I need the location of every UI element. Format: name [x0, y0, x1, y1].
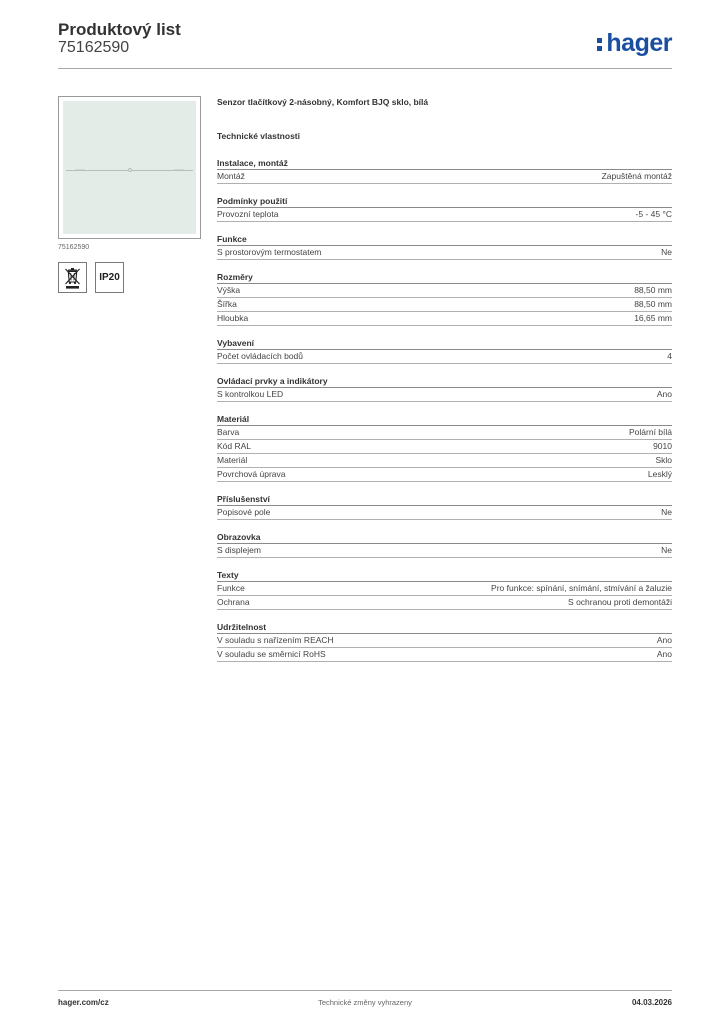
logo-dots-icon: [597, 32, 605, 54]
weee-badge: [58, 262, 87, 293]
spec-row: [217, 246, 672, 260]
spec-label: S kontrolkou LED: [217, 389, 284, 399]
footer-date: 04.03.2026: [631, 998, 672, 1007]
spec-label: Montáž: [217, 171, 245, 181]
document-number: 75162590: [58, 39, 130, 56]
spec-section: [217, 375, 672, 402]
spec-sections: [217, 157, 672, 662]
spec-row: [217, 312, 672, 326]
section-title: Materiál: [217, 413, 672, 426]
hager-logo: [597, 28, 672, 58]
spec-label: Provozní teplota: [217, 209, 279, 219]
spec-row: [217, 208, 672, 222]
page-header: [58, 20, 672, 68]
spec-row: [217, 454, 672, 468]
spec-section: [217, 413, 672, 482]
spec-row: [217, 388, 672, 402]
spec-row: [217, 284, 672, 298]
spec-value: Ne: [661, 247, 672, 257]
specification: [217, 96, 672, 673]
product-name: Senzor tlačítkový 2-násobný, Komfort BJQ sklo, bílá: [217, 97, 429, 107]
section-title: Texty: [217, 569, 672, 582]
spec-section: [217, 621, 672, 662]
section-title: Instalace, montáž: [217, 157, 672, 170]
spec-label: Ochrana: [217, 597, 250, 607]
spec-row: [217, 350, 672, 364]
spec-row: [217, 426, 672, 440]
spec-label: Počet ovládacích bodů: [217, 351, 304, 361]
spec-value: -5 - 45 °C: [635, 209, 672, 219]
spec-value: Ano: [656, 389, 672, 399]
spec-label: Šířka: [217, 299, 237, 309]
image-caption: 75162590: [58, 244, 90, 251]
spec-label: Popisové pole: [217, 507, 271, 517]
header-divider: [58, 68, 672, 69]
spec-value: 88,50 mm: [634, 299, 672, 309]
spec-label: Barva: [217, 427, 240, 437]
section-title: Vybavení: [217, 337, 672, 350]
spec-value: 4: [667, 351, 672, 361]
spec-value: S ochranou proti demontáži: [568, 597, 672, 607]
section-title: Podmínky použití: [217, 195, 672, 208]
spec-label: Materiál: [217, 455, 248, 465]
spec-value: Sklo: [655, 455, 672, 465]
spec-row: [217, 544, 672, 558]
spec-label: Funkce: [217, 583, 245, 593]
spec-value: Pro funkce: spínání, snímání, stmívání a žaluzie: [491, 583, 672, 593]
spec-value: Ano: [656, 649, 672, 659]
section-title: Rozměry: [217, 271, 672, 284]
spec-heading: Technické vlastnosti: [217, 131, 300, 141]
spec-section: [217, 233, 672, 260]
footer-website: hager.com/cz: [58, 998, 109, 1007]
section-title: Obrazovka: [217, 531, 672, 544]
spec-row: [217, 634, 672, 648]
ip-rating-badge: IP20: [95, 262, 124, 293]
spec-value: Ano: [656, 635, 672, 645]
spec-section: [217, 493, 672, 520]
spec-value: Ne: [661, 545, 672, 555]
footer-divider: [58, 990, 672, 991]
crossed-bin-icon: [64, 267, 81, 289]
spec-row: [217, 468, 672, 482]
spec-section: [217, 195, 672, 222]
spec-section: [217, 569, 672, 610]
spec-section: [217, 157, 672, 184]
spec-label: Kód RAL: [217, 441, 252, 451]
spec-label: Hloubka: [217, 313, 249, 323]
spec-label: Výška: [217, 285, 241, 295]
spec-value: Polární bílá: [629, 427, 672, 437]
spec-label: Povrchová úprava: [217, 469, 286, 479]
spec-value: Lesklý: [647, 469, 672, 479]
spec-value: Zapuštěná montáž: [601, 171, 672, 181]
spec-label: S prostorovým termostatem: [217, 247, 322, 257]
spec-value: Ne: [661, 507, 672, 517]
document-title: Produktový list: [58, 20, 181, 39]
spec-row: [217, 506, 672, 520]
spec-section: [217, 337, 672, 364]
spec-section: [217, 531, 672, 558]
page-footer: [58, 998, 672, 1010]
product-photo: [63, 101, 196, 234]
spec-value: 88,50 mm: [634, 285, 672, 295]
section-title: Funkce: [217, 233, 672, 246]
spec-value: 16,65 mm: [634, 313, 672, 323]
spec-value: 9010: [653, 441, 672, 451]
spec-label: S displejem: [217, 545, 261, 555]
spec-label: V souladu se směrnicí RoHS: [217, 649, 326, 659]
spec-row: [217, 170, 672, 184]
spec-label: V souladu s nařízením REACH: [217, 635, 334, 645]
spec-row: [217, 648, 672, 662]
spec-row: [217, 440, 672, 454]
logo-text: hager: [606, 28, 672, 57]
section-title: Udržitelnost: [217, 621, 672, 634]
footer-note: Technické změny vyhrazeny: [318, 998, 412, 1007]
spec-row: [217, 298, 672, 312]
spec-section: [217, 271, 672, 326]
product-image: [58, 96, 201, 239]
spec-row: [217, 582, 672, 596]
spec-row: [217, 596, 672, 610]
section-title: Ovládací prvky a indikátory: [217, 375, 672, 388]
section-title: Příslušenství: [217, 493, 672, 506]
